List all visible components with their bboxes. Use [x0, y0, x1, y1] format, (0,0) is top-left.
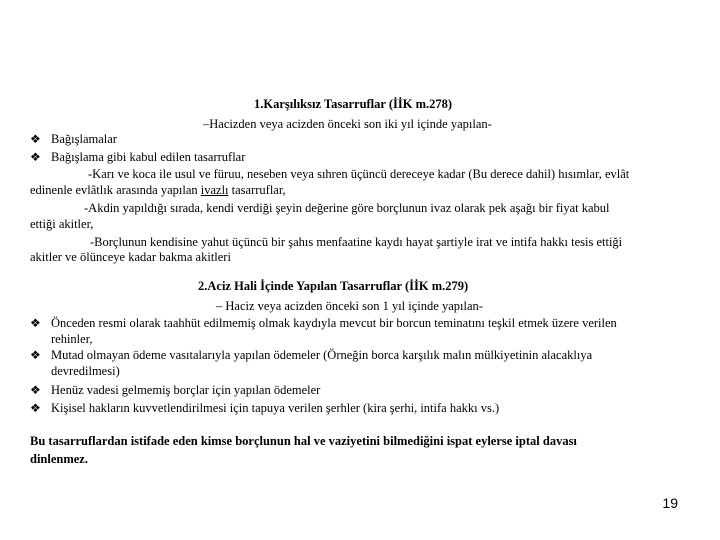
page-number: 19 [662, 495, 678, 511]
diamond-bullet-icon: ❖ [30, 316, 41, 330]
paragraph-line: ettiği akitler, [30, 217, 94, 231]
section1-bullet [30, 149, 690, 165]
diamond-bullet-icon: ❖ [30, 401, 41, 415]
diamond-bullet-icon: ❖ [30, 348, 41, 362]
section2-bullet [30, 347, 700, 381]
bullet-text: devredilmesi) [51, 364, 120, 378]
bullet-text: Bağışlama gibi kabul edilen tasarruflar [51, 150, 246, 164]
bullet-text: Bağışlamalar [51, 132, 117, 146]
section1-title: 1.Karşılıksız Tasarruflar (İİK m.278) [254, 97, 453, 111]
paragraph-line: akitler ve ölünceye kadar bakma akitleri [30, 250, 231, 264]
section1-bullet [30, 131, 690, 147]
bullet-text: Mutad olmayan ödeme vasıtalarıyla yapılan ödemeler (Örneğin borca karşılık malın mülkiyetinin alacaklıya [51, 348, 593, 362]
text-segment: edinenle evlâtlık arasında yapılan [30, 183, 201, 197]
section2-bullet [30, 382, 700, 398]
section2-subtitle: – Haciz veya acizden önceki son 1 yıl içinde yapılan- [216, 299, 483, 313]
paragraph-line: -Borçlunun kendisine yahut üçüncü bir şahıs menfaatine kaydı hayat şartiyle irat ve intifa hakkı tesis ettiği [90, 235, 623, 249]
bullet-text: Önceden resmi olarak taahhüt edilmemiş olmak kaydıyla mevcut bir borcun teminatını teşkil etmek üzere verilen [51, 316, 617, 330]
bullet-text: rehinler, [51, 332, 93, 346]
paragraph-line [30, 182, 286, 198]
diamond-bullet-icon: ❖ [30, 132, 41, 146]
paragraph-line: -Karı ve koca ile usul ve füruu, neseben veya sıhren üçüncü dereceye kadar (Bu derece dahil) hısımlar, evlât [88, 167, 630, 181]
underlined-term: ivazlı [200, 183, 229, 197]
footer-note-line: Bu tasarruflardan istifade eden kimse borçlunun hal ve vaziyetini bilmediğini ispat eylerse iptal davası [30, 434, 577, 448]
paragraph-line: -Akdin yapıldığı sırada, kendi verdiği şeyin değerine göre borçlunun ivaz olarak pek aşağı bir fiyat kabul [84, 201, 610, 215]
text-segment: tasarruflar, [228, 183, 286, 197]
section2-title: 2.Aciz Hali İçinde Yapılan Tasarruflar (İİK m.279) [198, 279, 469, 293]
diamond-bullet-icon: ❖ [30, 150, 41, 164]
bullet-text: Henüz vadesi gelmemiş borçlar için yapılan ödemeler [51, 383, 321, 397]
footer-note-line: dinlenmez. [30, 452, 88, 466]
section1-subtitle: –Hacizden veya acizden önceki son iki yıl içinde yapılan- [203, 117, 492, 131]
section2-bullet [30, 400, 700, 416]
diamond-bullet-icon: ❖ [30, 383, 41, 397]
bullet-text: Kişisel hakların kuvvetlendirilmesi için tapuya verilen şerhler (kira şerhi, intifa hakkı vs.) [51, 401, 500, 415]
section2-bullet [30, 315, 700, 349]
